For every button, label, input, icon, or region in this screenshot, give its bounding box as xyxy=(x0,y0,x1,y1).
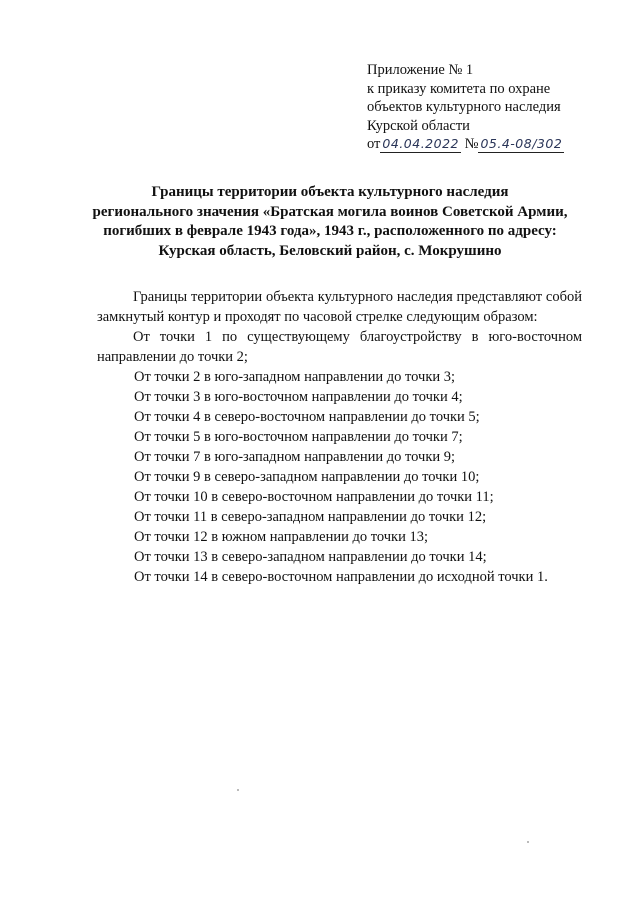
title-line-2: регионального значения «Братская могила воинов Советской Армии, xyxy=(92,203,568,220)
appendix-line-2: к приказу комитета по охране xyxy=(367,80,551,97)
number-prefix: № xyxy=(464,136,479,152)
boundary-item: От точки 7 в юго-западном направлении до точки 9; xyxy=(134,449,456,465)
number-underline xyxy=(478,136,564,153)
boundary-item: От точки 12 в южном направлении до точки 13; xyxy=(134,529,429,545)
appendix-line-4: Курской области xyxy=(367,117,470,134)
boundary-item: От точки 14 в северо-восточном направлении до исходной точки 1. xyxy=(134,569,548,585)
appendix-header xyxy=(367,61,617,154)
appendix-line-3: объектов культурного наследия xyxy=(367,99,561,115)
document-body xyxy=(97,287,582,587)
title-line-1: Границы территории объекта культурного наследия xyxy=(151,184,509,200)
date-prefix: от xyxy=(367,136,381,152)
handwritten-number: 05.4-08/302 xyxy=(480,136,563,151)
boundary-item: От точки 4 в северо-восточном направлении до точки 5; xyxy=(134,409,480,425)
document-title xyxy=(60,183,600,261)
boundary-item: От точки 10 в северо-восточном направлении до точки 11; xyxy=(134,489,494,505)
title-line-3: погибших в феврале 1943 года», 1943 г., расположенного по адресу: xyxy=(103,223,557,239)
appendix-line-1: Приложение № 1 xyxy=(367,62,474,78)
boundary-item: От точки 13 в северо-западном направлении до точки 14; xyxy=(134,549,487,565)
first-boundary-paragraph: От точки 1 по существующему благоустройству в юго-восточном направлении до точки 2; xyxy=(97,329,582,365)
handwritten-date: 04.04.2022 xyxy=(382,136,459,151)
scan-speck xyxy=(527,841,529,843)
date-underline xyxy=(380,136,461,153)
boundary-item: От точки 9 в северо-западном направлении до точки 10; xyxy=(134,469,480,485)
boundary-item: От точки 3 в юго-восточном направлении до точки 4; xyxy=(134,389,463,405)
intro-paragraph: Границы территории объекта культурного наследия представляют собой замкнутый контур и проходят по часовой стрелке следующим образом: xyxy=(97,289,582,325)
appendix-date-number-line xyxy=(367,135,617,154)
scan-speck xyxy=(237,789,239,791)
boundary-item: От точки 11 в северо-западном направлении до точки 12; xyxy=(134,509,487,525)
boundary-item: От точки 5 в юго-восточном направлении до точки 7; xyxy=(134,429,463,445)
boundary-item: От точки 2 в юго-западном направлении до точки 3; xyxy=(134,369,456,385)
title-line-4: Курская область, Беловский район, с. Мокрушино xyxy=(158,242,502,259)
